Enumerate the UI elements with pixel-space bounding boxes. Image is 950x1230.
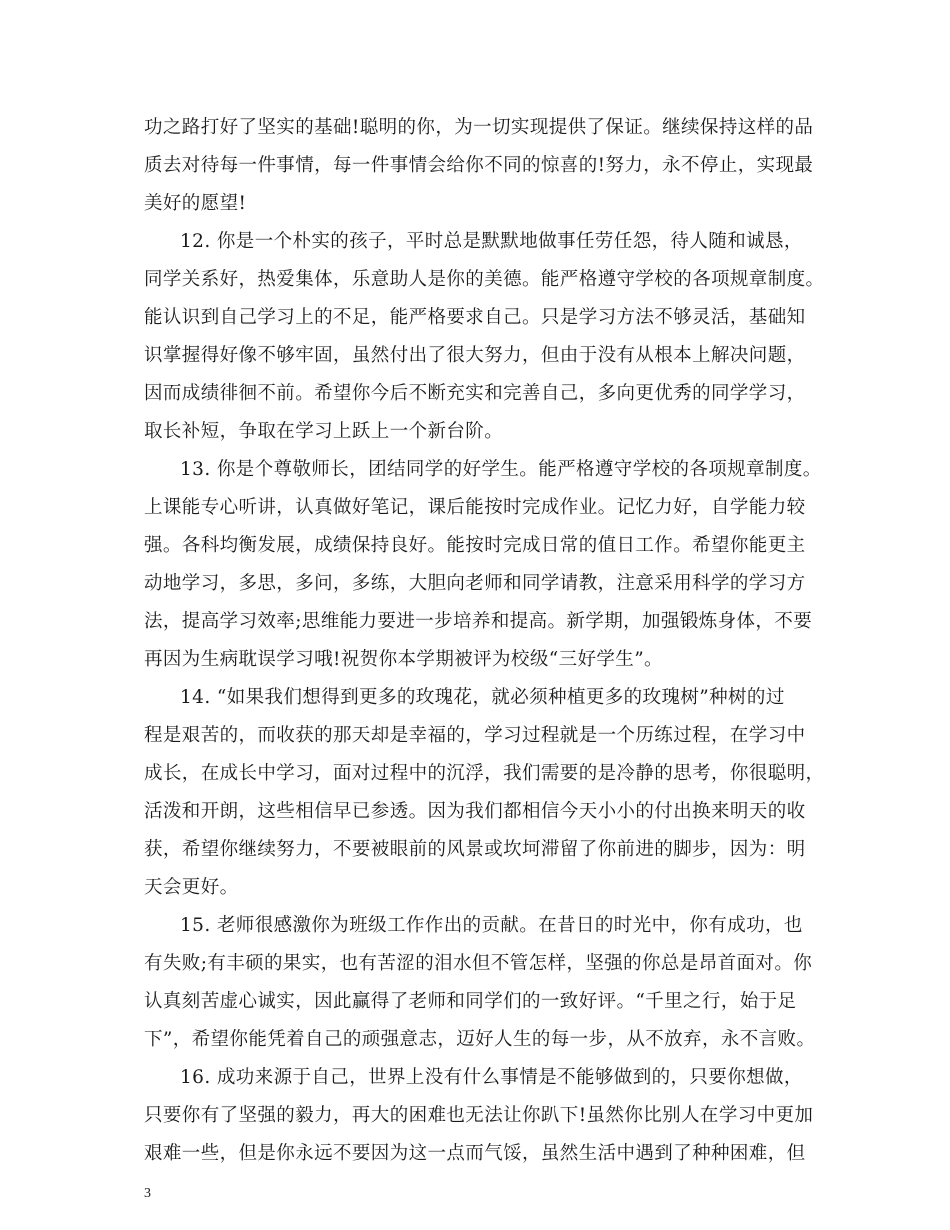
paragraph-15-start: 15. 老师很感激你为班级工作作出的贡献。在昔日的时光中，你有成功，也 (180, 915, 803, 936)
text-line: 获，希望你继续努力，不要被眼前的风景或坎坷滞留了你前进的脚步，因为：明 (144, 839, 806, 860)
text-line: 因而成绩徘徊不前。希望你今后不断充实和完善自己，多向更优秀的同学学习， (144, 383, 806, 404)
paragraph-13-start: 13. 你是个尊敬师长，团结同学的好学生。能严格遵守学校的各项规章制度。 (180, 459, 822, 480)
text-line: 质去对待每一件事情，每一件事情会给你不同的惊喜的!努力，永不停止，实现最 (144, 155, 814, 176)
paragraph-12-start: 12. 你是一个朴实的孩子，平时总是默默地做事任劳任怨，待人随和诚恳， (180, 231, 803, 252)
text-line: 程是艰苦的，而收获的那天却是幸福的，学习过程就是一个历练过程，在学习中 (144, 725, 806, 746)
text-line: 再因为生病耽误学习哦!祝贺你本学期被评为校级“三好学生”。 (144, 649, 663, 670)
text-line: 识掌握得好像不够牢固，虽然付出了很大努力，但由于没有从根本上解决问题， (144, 345, 806, 366)
text-line: 能认识到自己学习上的不足，能严格要求自己。只是学习方法不够灵活，基础知 (144, 307, 806, 328)
paragraph-14-start: 14. “如果我们想得到更多的玫瑰花，就必须种植更多的玫瑰树”种树的过 (180, 687, 785, 708)
text-line: 美好的愿望! (144, 193, 247, 214)
page-number: 3 (144, 1186, 151, 1201)
text-line: 功之路打好了坚实的基础!聪明的你，为一切实现提供了保证。继续保持这样的品 (144, 117, 814, 138)
text-line: 活泼和开朗，这些相信早已参透。因为我们都相信今天小小的付出换来明天的收 (144, 801, 806, 822)
text-line: 取长补短，争取在学习上跃上一个新台阶。 (144, 421, 504, 442)
text-line: 成长，在成长中学习，面对过程中的沉浮，我们需要的是冷静的思考，你很聪明， (144, 763, 825, 784)
text-line: 动地学习，多思，多问，多练，大胆向老师和同学请教，注意采用科学的学习方 (144, 573, 806, 594)
text-line: 艰难一些，但是你永远不要因为这一点而气馁，虽然生活中遇到了种种困难，但 (144, 1143, 806, 1164)
text-line: 法，提高学习效率;思维能力要进一步培养和提高。新学期，加强锻炼身体，不要 (144, 611, 813, 632)
text-line: 只要你有了坚强的毅力，再大的困难也无法让你趴下!虽然你比别人在学习中更加 (144, 1105, 814, 1126)
text-line: 有失败;有丰硕的果实，也有苦涩的泪水但不管怎样，坚强的你总是昂首面对。你 (144, 953, 813, 974)
text-line: 强。各科均衡发展，成绩保持良好。能按时完成日常的值日工作。希望你能更主 (144, 535, 806, 556)
text-line: 下”，希望你能凭着自己的顽强意志，迈好人生的每一步，从不放弃，永不言败。 (144, 1029, 816, 1050)
paragraph-16-start: 16. 成功来源于自己，世界上没有什么事情是不能够做到的，只要你想做， (180, 1067, 803, 1088)
text-line: 同学关系好，热爱集体，乐意助人是你的美德。能严格遵守学校的各项规章制度。 (144, 269, 825, 290)
text-line: 上课能专心听讲，认真做好笔记，课后能按时完成作业。记忆力好，自学能力较 (144, 497, 806, 518)
text-line: 天会更好。 (144, 877, 239, 898)
text-line: 认真刻苦虚心诚实，因此赢得了老师和同学们的一致好评。“千里之行，始于足 (144, 991, 797, 1012)
